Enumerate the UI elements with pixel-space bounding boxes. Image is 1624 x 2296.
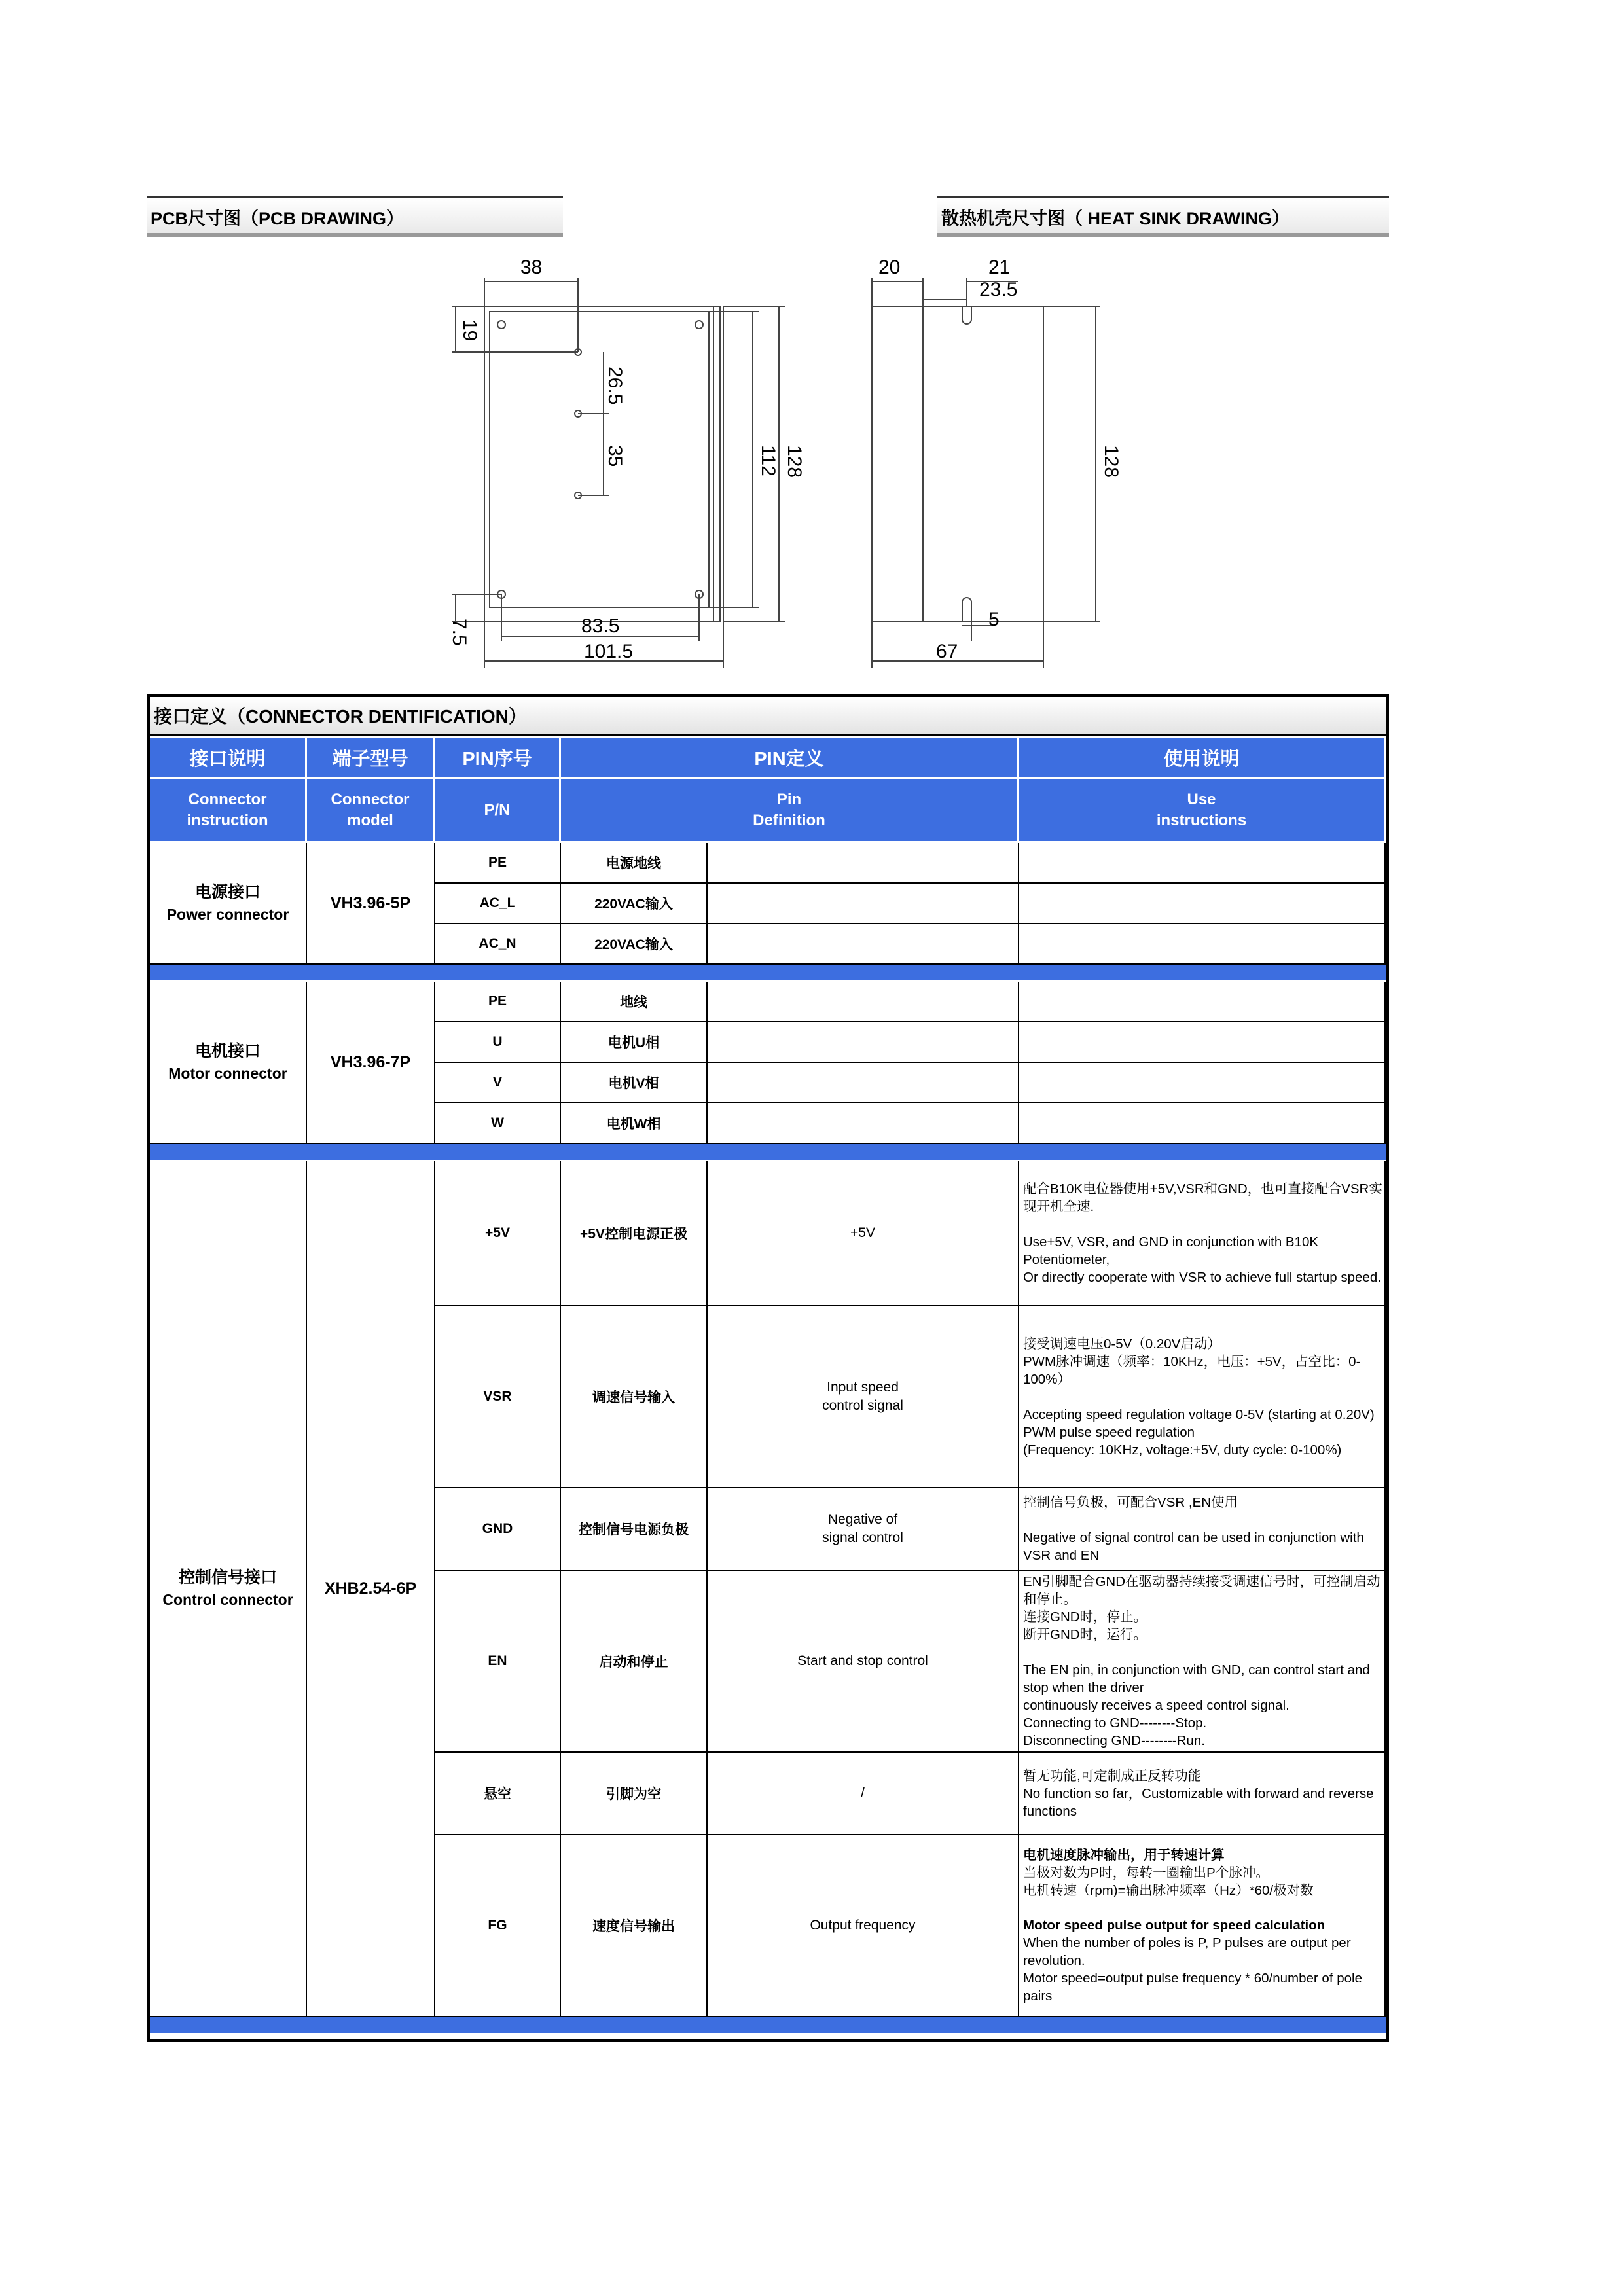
dim-35: 35	[604, 445, 626, 467]
pin-signal	[708, 982, 1019, 1022]
pin-signal	[708, 884, 1019, 924]
pcb-drawing	[432, 249, 805, 668]
pin-signal	[708, 1063, 1019, 1103]
dim-112: 112	[757, 445, 779, 476]
group-name-en: Control connector	[162, 1591, 293, 1608]
pin-use	[1019, 1063, 1386, 1103]
pin-number: VSR	[435, 1306, 561, 1488]
group-name-2	[150, 1161, 307, 2017]
pin-number: PE	[435, 843, 561, 884]
pin-use	[1019, 1022, 1386, 1063]
pin-number: U	[435, 1022, 561, 1063]
pin-number: FG	[435, 1835, 561, 2017]
pin-use: 暂无功能,可定制成正反转功能 No function so far，Customizable with forward and reverse functions	[1019, 1753, 1386, 1835]
heatsink-drawing	[864, 249, 1126, 668]
pin-signal	[708, 843, 1019, 884]
pin-number: AC_L	[435, 884, 561, 924]
dim-20: 20	[878, 257, 901, 278]
pin-definition: 电机U相	[561, 1022, 708, 1063]
header-en-2: Connector model	[307, 779, 435, 841]
pin-definition: 速度信号输出	[561, 1835, 708, 2017]
pin-number: PE	[435, 982, 561, 1022]
dim-38: 38	[520, 257, 543, 278]
header-cn-2: 端子型号	[307, 738, 435, 777]
dim-101-5: 101.5	[584, 641, 634, 662]
pin-definition: +5V控制电源正极	[561, 1161, 708, 1306]
dim-26-5: 26.5	[604, 367, 626, 405]
pin-definition: 控制信号电源负极	[561, 1488, 708, 1571]
pin-number: +5V	[435, 1161, 561, 1306]
pin-signal: Start and stop control	[708, 1571, 1019, 1753]
pin-use: 配合B10K电位器使用+5V,VSR和GND，也可直接配合VSR实现开机全速. Use+5V, VSR, and GND in conjunction with B10K Potentiometer, Or directly cooperate with VSR to achieve full startup speed.	[1019, 1161, 1386, 1306]
pin-definition: 电源地线	[561, 843, 708, 884]
group-name-cn: 电机接口	[194, 1042, 261, 1060]
group-name-cn: 电源接口	[194, 883, 261, 901]
pin-definition: 电机W相	[561, 1103, 708, 1144]
dim-23-5: 23.5	[979, 279, 1018, 300]
header-en-1: Connector instruction	[150, 779, 307, 841]
pin-definition: 220VAC输入	[561, 884, 708, 924]
pin-signal: Input speed control signal	[708, 1306, 1019, 1488]
group-name-en: Motor connector	[168, 1065, 287, 1082]
pin-use	[1019, 982, 1386, 1022]
group-model-0: VH3.96-5P	[307, 843, 435, 965]
pin-signal	[708, 1022, 1019, 1063]
connector-table	[147, 694, 1389, 2042]
group-separator-bar	[150, 965, 1386, 980]
group-name-cn: 控制信号接口	[178, 1568, 277, 1587]
pin-definition: 启动和停止	[561, 1571, 708, 1753]
pin-use: 接受调速电压0-5V（0.20V启动） PWM脉冲调速（频率：10KHz，电压：+5V，占空比：0-100%） Accepting speed regulation voltage 0-5V (starting at 0.20V) PWM pulse speed regulation (Frequency: 10KHz, voltage:+5V, duty cycle: 0-100%)	[1019, 1306, 1386, 1488]
dim-5: 5	[988, 609, 1000, 630]
pcb-drawing-header: PCB尺寸图（PCB DRAWING）	[147, 196, 563, 237]
header-cn-5: 使用说明	[1019, 738, 1386, 777]
pin-use	[1019, 843, 1386, 884]
pin-use: EN引脚配合GND在驱动器持续接受调速信号时，可控制启动和停止。 连接GND时，停止。 断开GND时，运行。 The EN pin, in conjunction with GND, can control start and stop when the driver continuously receives a speed control signal. Connecting to GND--------Stop. Disconnecting GND--------Run.	[1019, 1571, 1386, 1753]
pin-signal: Output frequency	[708, 1835, 1019, 2017]
header-cn-1: 接口说明	[150, 738, 307, 777]
pin-definition: 调速信号输入	[561, 1306, 708, 1488]
dim-19: 19	[459, 319, 480, 342]
pin-signal	[708, 1103, 1019, 1144]
header-en-5: Use instructions	[1019, 779, 1386, 841]
group-model-2: XHB2.54-6P	[307, 1161, 435, 2017]
header-cn-3: PIN序号	[435, 738, 561, 777]
dim-21: 21	[988, 257, 1011, 278]
dim-67: 67	[936, 641, 958, 662]
heatsink-drawing-header: 散热机壳尺寸图（ HEAT SINK DRAWING）	[937, 196, 1389, 237]
header-en-4: Pin Definition	[561, 779, 1019, 841]
group-name-en: Power connector	[166, 906, 289, 923]
header-en-3: P/N	[435, 779, 561, 841]
pin-number: AC_N	[435, 924, 561, 965]
group-separator-bar	[150, 2017, 1386, 2033]
pin-signal	[708, 924, 1019, 965]
pin-number: EN	[435, 1571, 561, 1753]
pin-use	[1019, 884, 1386, 924]
pin-definition: 引脚为空	[561, 1753, 708, 1835]
pin-use-line: Motor speed pulse output for speed calculation	[1023, 1918, 1326, 1933]
pin-use-line: When the number of poles is P, P pulses are output per revolution. Motor speed=output pulse frequency * 60/number of pole pairs	[1023, 1935, 1362, 2003]
header-cn-4: PIN定义	[561, 738, 1019, 777]
pin-signal: /	[708, 1753, 1019, 1835]
pin-definition: 地线	[561, 982, 708, 1022]
pin-use-line: 当极对数为P时，每转一圈输出P个脉冲。 电机转速（rpm)=输出脉冲频率（Hz）*60/极对数	[1023, 1865, 1314, 1898]
pin-use	[1019, 1835, 1386, 2017]
connector-table-title: 接口定义（CONNECTOR DENTIFICATION）	[150, 697, 1386, 736]
pin-use	[1019, 924, 1386, 965]
group-name-1	[150, 982, 307, 1144]
pin-number: V	[435, 1063, 561, 1103]
pin-number: 悬空	[435, 1753, 561, 1835]
pin-use	[1019, 1103, 1386, 1144]
pin-use: 控制信号负极，可配合VSR ,EN使用 Negative of signal control can be used in conjunction with VSR and EN	[1019, 1488, 1386, 1571]
dim-128: 128	[784, 445, 805, 478]
pin-signal: Negative of signal control	[708, 1488, 1019, 1571]
pin-number: W	[435, 1103, 561, 1144]
dim-7-5: 7.5	[448, 619, 470, 646]
group-separator-bar	[150, 1144, 1386, 1160]
group-name-0	[150, 843, 307, 965]
dim-128-heatsink: 128	[1100, 445, 1122, 478]
pin-definition: 220VAC输入	[561, 924, 708, 965]
pin-use-line: 电机速度脉冲输出，用于转速计算	[1023, 1848, 1225, 1863]
pin-number: GND	[435, 1488, 561, 1571]
pin-definition: 电机V相	[561, 1063, 708, 1103]
dim-83-5: 83.5	[581, 615, 620, 637]
group-model-1: VH3.96-7P	[307, 982, 435, 1144]
pin-signal: +5V	[708, 1161, 1019, 1306]
